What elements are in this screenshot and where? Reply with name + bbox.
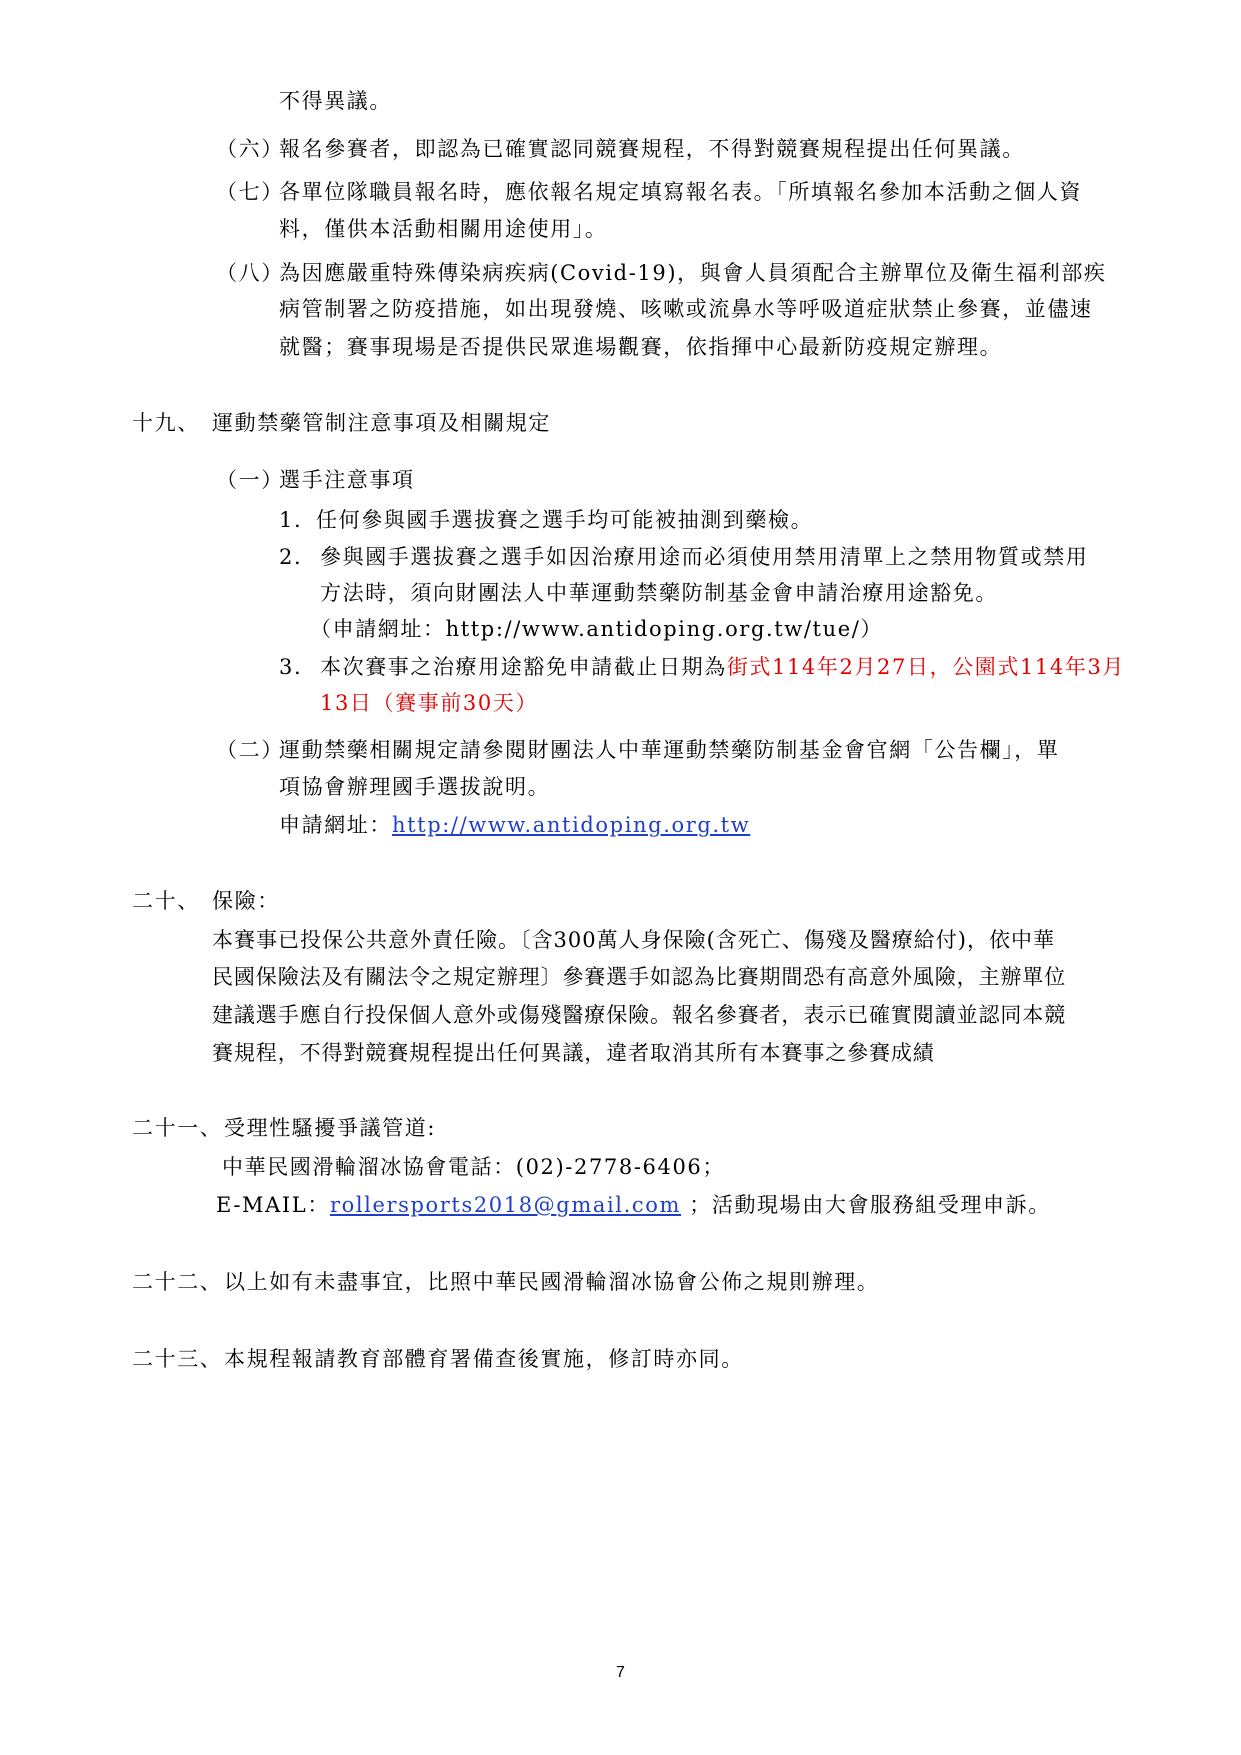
item19-1-p2-line2: 方法時，須向財團法人中華運動禁藥防制基金會申請治療用途豁免。 xyxy=(320,581,998,605)
item19-2-line2: 項協會辦理國手選拔說明。 xyxy=(279,775,551,799)
item19-2-url-line xyxy=(279,810,750,840)
item19-1-p3-red-deadline: 街式114年2月27日，公園式114年3月 xyxy=(726,655,1126,679)
item19-1-p3-line1 xyxy=(320,652,1125,682)
item20-label: 二十、 xyxy=(132,889,200,913)
item19-1-p1-text: 任何參與國手選拔賽之選手均可能被抽測到藥檢。 xyxy=(316,508,814,532)
item18-cont-line: 不得異議。 xyxy=(279,89,392,113)
email-link[interactable]: rollersports2018@gmail.com xyxy=(329,1193,681,1217)
antidoping-link[interactable]: http://www.antidoping.org.tw xyxy=(392,813,751,837)
item18-8-line1: 為因應嚴重特殊傳染病疾病(Covid-19)，與會人員須配合主辦單位及衛生福利部疾 xyxy=(279,261,1107,285)
item19-1-p3-line2: 13日（賽事前30天） xyxy=(320,691,539,715)
item23-label: 二十三、 xyxy=(132,1347,223,1371)
item20-line2: 民國保險法及有關法令之規定辦理〕參賽選手如認為比賽期間恐有高意外風險，主辦單位 xyxy=(212,965,1067,989)
item19-title: 運動禁藥管制注意事項及相關規定 xyxy=(212,411,551,435)
page-number: 7 xyxy=(616,1664,625,1681)
item18-7-label: （七） xyxy=(216,180,284,204)
item19-1-p2-line3: （申請網址：http://www.antidoping.org.tw/tue/） xyxy=(310,617,884,641)
item22-text: 以上如有未盡事宜，比照中華民國滑輪溜冰協會公佈之規則辦理。 xyxy=(224,1270,880,1294)
item18-8-label: （八） xyxy=(216,261,284,285)
item21-email-line xyxy=(216,1190,1051,1220)
item20-line3: 建議選手應自行投保個人意外或傷殘醫療保險。報名參賽者，表示已確實閱讀並認同本競 xyxy=(212,1003,1067,1027)
item19-1-p1-num: 1. xyxy=(279,508,303,532)
item19-1-p3-num: 3. xyxy=(279,655,303,679)
item19-1-p2-num: 2. xyxy=(279,545,303,569)
item20-title: 保險： xyxy=(212,889,280,913)
item21-phone-line: 中華民國滑輪溜冰協會電話：(02)-2778-6406； xyxy=(222,1155,725,1179)
item21-label: 二十一、 xyxy=(132,1116,223,1140)
item21-email-label: E-MAIL： xyxy=(216,1193,330,1217)
item19-2-line1: 運動禁藥相關規定請參閱財團法人中華運動禁藥防制基金會官網「公告欄」，單 xyxy=(279,738,1060,762)
item19-1-title: 選手注意事項 xyxy=(279,468,415,492)
item19-1-p2-line1: 參與國手選拔賽之選手如因治療用途而必須使用禁用清單上之禁用物質或禁用 xyxy=(320,545,1089,569)
item19-1-p3-black: 本次賽事之治療用途豁免申請截止日期為 xyxy=(320,655,727,679)
item19-label: 十九、 xyxy=(132,411,200,435)
item21-email-suffix: ；活動現場由大會服務組受理申訴。 xyxy=(680,1193,1051,1217)
item21-title: 受理性騷擾爭議管道: xyxy=(224,1116,437,1140)
item20-line4: 賽規程，不得對競賽規程提出任何異議，違者取消其所有本賽事之參賽成績 xyxy=(212,1041,935,1065)
item18-8-line3: 就醫；賽事現場是否提供民眾進場觀賽，依指揮中心最新防疫規定辦理。 xyxy=(279,335,1003,359)
item19-2-url-label: 申請網址： xyxy=(279,813,392,837)
item18-7-line2: 料，僅供本活動相關用途使用」。 xyxy=(279,217,608,241)
item22-label: 二十二、 xyxy=(132,1270,223,1294)
item19-2-label: （二） xyxy=(216,738,284,762)
item20-line1: 本賽事已投保公共意外責任險。〔含300萬人身保險(含死亡、傷殘及醫療給付)，依中華 xyxy=(212,928,1055,952)
item18-6-label: （六） xyxy=(216,137,284,161)
item23-text: 本規程報請教育部體育署備查後實施，修訂時亦同。 xyxy=(224,1347,744,1371)
item18-6-text: 報名參賽者，即認為已確實認同競賽規程，不得對競賽規程提出任何異議。 xyxy=(279,137,1025,161)
item18-7-line1: 各單位隊職員報名時，應依報名規定填寫報名表。「所填報名參加本活動之個人資 xyxy=(279,180,1083,204)
item18-8-line2: 病管制署之防疫措施，如出現發燒、咳嗽或流鼻水等呼吸道症狀禁止參賽，並儘速 xyxy=(279,297,1093,321)
item19-1-label: （一） xyxy=(216,468,284,492)
